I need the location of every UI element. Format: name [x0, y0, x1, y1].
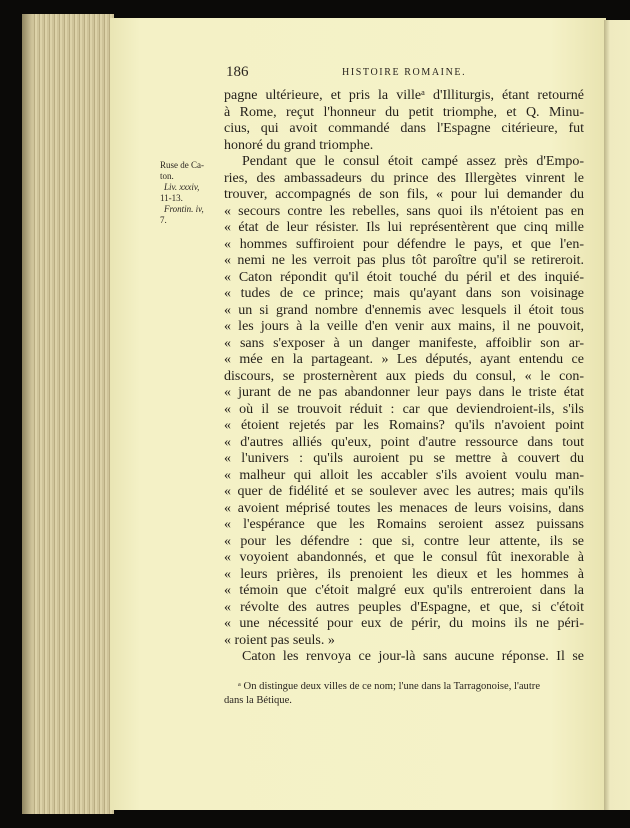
- facing-page-edge: [604, 20, 630, 810]
- text-line: « quer de fidélité et se soulever avec les autres; mais qu'ils: [224, 484, 584, 499]
- text-line: ries, des ambassadeurs du prince des Illergètes vinrent le: [224, 170, 584, 186]
- text-line: « secours contre les rebelles, sans quoi ils n'étoient pas en: [224, 203, 584, 219]
- text-line: à Rome, reçut l'honneur du petit triomphe, et Q. Minu-: [224, 104, 584, 120]
- margin-note-line: 7.: [160, 215, 167, 225]
- running-title: HISTOIRE ROMAINE.: [342, 67, 467, 78]
- footnote: [224, 680, 582, 708]
- text-line: Caton les renvoya ce jour-là sans aucune réponse. Il se: [242, 649, 584, 664]
- text-line: « une nécessité pour eux de périr, du moins ils ne péri-: [224, 616, 584, 631]
- text-line: « hommes suffiroient pour défendre le pays, et que l'en-: [224, 236, 584, 252]
- text-line: Pendant que le consul étoit campé assez près d'Empo-: [242, 154, 584, 169]
- text-line: « l'univers : qu'ils auroient pu se mettre à couvert du: [224, 451, 584, 466]
- text-line: « nemi ne les verroit pas plus tôt paroître qu'il se retireroit.: [224, 253, 584, 268]
- text-line: « témoin que c'étoit malgré eux qu'ils entreroient dans la: [224, 583, 584, 598]
- text-line: « leurs prières, ils prenoient les dieux et les hommes à: [224, 566, 584, 582]
- text-line: « pour les défendre : que si, contre leur attente, ils se: [224, 533, 584, 549]
- text-line: « voyoient abandonnés, et que le consul fût inexorable à: [224, 550, 584, 565]
- running-header: [226, 64, 584, 84]
- page-edges: [22, 14, 114, 814]
- text-line: « d'autres alliés qu'eux, point d'autre ressource dans tout: [224, 434, 584, 450]
- body-text: [224, 88, 584, 666]
- text-line: « l'espérance que les Romains seroient assez puissans: [224, 517, 584, 532]
- text-line: « jurant de ne pas abandonner leur pays dans le triste état: [224, 385, 584, 400]
- margin-note-line: Liv. xxxiv,: [164, 182, 200, 192]
- text-line: « roient pas seuls. »: [224, 632, 335, 648]
- text-line: « état de leur résister. Ils lui représentèrent que cinq mille: [224, 220, 584, 235]
- text-line: « un si grand nombre d'ennemis avec lesquels il étoit tous: [224, 302, 584, 318]
- text-line: pagne ultérieure, et pris la villeᵃ d'Illiturgis, étant retourné: [224, 88, 584, 103]
- text-line: « mée en la partageant. » Les députés, ayant entendu ce: [224, 352, 584, 367]
- text-line: honoré du grand triomphe.: [224, 137, 374, 153]
- text-line: « les jours à la veille d'en venir aux mains, il ne pouvoit,: [224, 319, 584, 334]
- text-line: cius, qui avoit commandé dans l'Espagne citérieure, fut: [224, 121, 584, 136]
- margin-note: [160, 160, 218, 226]
- margin-note-line: ton.: [160, 171, 174, 181]
- page-number: 186: [226, 64, 249, 80]
- footnote-line: dans la Bétique.: [224, 695, 292, 706]
- margin-note-line: Frontin. iv,: [164, 204, 204, 214]
- text-line: « Caton répondit qu'il étoit touché du péril et des inquié-: [224, 269, 584, 285]
- text-line: discours, se prosternèrent aux pieds du consul, « le con-: [224, 368, 584, 384]
- text-line: « révolte des autres peuples d'Espagne, et que, si c'étoit: [224, 599, 584, 615]
- footnote-line: ᵃ On distingue deux villes de ce nom; l'une dans la Tarragonoise, l'autre: [238, 681, 541, 692]
- text-line: « sans s'exposer à un danger manifeste, affoiblir son ar-: [224, 335, 584, 351]
- text-line: « malheur qui alloit les accabler s'ils avoient voulu man-: [224, 467, 584, 483]
- text-line: « où il se trouvoit réduit : car que deviendroient-ils, s'ils: [224, 401, 584, 417]
- margin-note-line: Ruse de Ca-: [160, 160, 204, 170]
- text-line: trouver, accompagnés de son fils, « pour lui demander du: [224, 187, 584, 202]
- text-line: « avoient méprisé toutes les menaces de leurs voisins, dans: [224, 500, 584, 516]
- text-line: « tudes de ce prince; mais qu'ayant dans son voisinage: [224, 286, 584, 301]
- text-line: « étoient rejetés par les Romains? qu'ils n'avoient point: [224, 418, 584, 433]
- margin-note-line: 11-13.: [160, 193, 183, 203]
